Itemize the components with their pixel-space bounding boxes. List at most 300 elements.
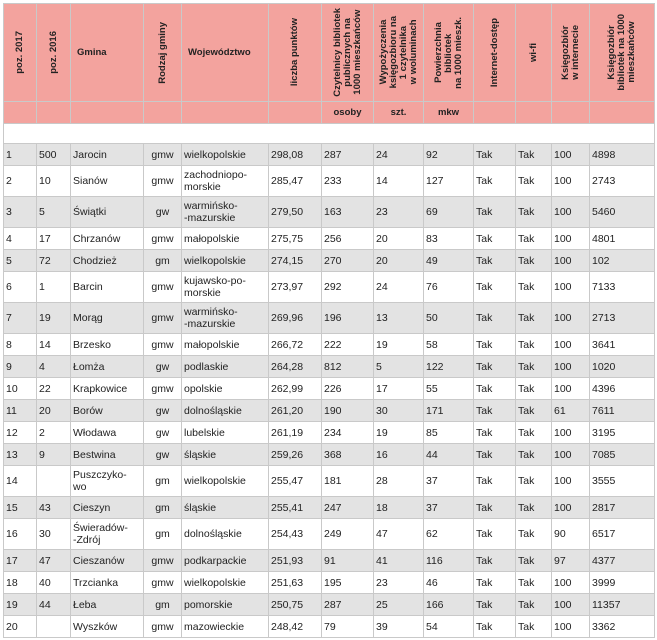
cell-rodzaj-gminy: gmw [144,616,182,638]
cell-poz-2017: 14 [4,466,37,497]
cell-poz-2016: 5 [37,197,71,228]
cell-wifi: Tak [516,422,552,444]
cell-wifi: Tak [516,497,552,519]
cell-internet: Tak [474,616,516,638]
cell-wifi: Tak [516,334,552,356]
cell-wojewodztwo: dolnośląskie [182,519,269,550]
cell-czytelnicy: 247 [322,497,374,519]
cell-ksiegozbior-internet: 100 [552,303,590,334]
table-row [4,400,655,422]
cell-poz-2016: 30 [37,519,71,550]
cell-ksiegozbior: 7085 [590,444,655,466]
cell-powierzchnia: 166 [424,594,474,616]
cell-ksiegozbior-internet: 100 [552,250,590,272]
header-czytelnicy: Czytelnicy bibliotek publicznych na 1000 mieszkańców [322,4,374,102]
cell-internet: Tak [474,400,516,422]
cell-gmina: Łomża [71,356,144,378]
cell-czytelnicy: 181 [322,466,374,497]
cell-poz-2017: 10 [4,378,37,400]
cell-gmina: Bestwina [71,444,144,466]
cell-rodzaj-gminy: gmw [144,378,182,400]
cell-ksiegozbior-internet: 100 [552,378,590,400]
ranking-table [3,3,655,638]
cell-rodzaj-gminy: gmw [144,272,182,303]
table-row [4,272,655,303]
cell-rodzaj-gminy: gw [144,356,182,378]
cell-powierzchnia: 116 [424,550,474,572]
cell-powierzchnia: 50 [424,303,474,334]
cell-wojewodztwo: małopolskie [182,228,269,250]
cell-ksiegozbior-internet: 100 [552,197,590,228]
cell-poz-2017: 20 [4,616,37,638]
table-row [4,572,655,594]
cell-poz-2016: 14 [37,334,71,356]
cell-rodzaj-gminy: gm [144,250,182,272]
cell-wypozyczenia: 23 [374,572,424,594]
cell-powierzchnia: 171 [424,400,474,422]
cell-ksiegozbior-internet: 100 [552,616,590,638]
unit-empty [474,102,516,124]
cell-wojewodztwo: śląskie [182,497,269,519]
cell-powierzchnia: 44 [424,444,474,466]
cell-wifi: Tak [516,250,552,272]
cell-wojewodztwo: warmińsko- -mazurskie [182,303,269,334]
cell-czytelnicy: 163 [322,197,374,228]
cell-gmina: Borów [71,400,144,422]
cell-liczba-punktow: 248,42 [269,616,322,638]
header-wojewodztwo: Województwo [182,4,269,102]
cell-ksiegozbior-internet: 100 [552,166,590,197]
cell-gmina: Barcin [71,272,144,303]
unit-czytelnicy: osoby [322,102,374,124]
cell-ksiegozbior: 2713 [590,303,655,334]
cell-wypozyczenia: 20 [374,228,424,250]
cell-wojewodztwo: mazowieckie [182,616,269,638]
cell-liczba-punktow: 255,47 [269,466,322,497]
cell-powierzchnia: 62 [424,519,474,550]
cell-wifi: Tak [516,356,552,378]
cell-ksiegozbior: 7611 [590,400,655,422]
cell-internet: Tak [474,197,516,228]
cell-wypozyczenia: 24 [374,144,424,166]
cell-wojewodztwo: opolskie [182,378,269,400]
table-row [4,497,655,519]
cell-wojewodztwo: wielkopolskie [182,144,269,166]
cell-ksiegozbior: 3195 [590,422,655,444]
cell-rodzaj-gminy: gm [144,594,182,616]
cell-ksiegozbior: 102 [590,250,655,272]
cell-ksiegozbior: 3362 [590,616,655,638]
cell-rodzaj-gminy: gw [144,444,182,466]
cell-poz-2017: 7 [4,303,37,334]
cell-liczba-punktow: 255,41 [269,497,322,519]
cell-poz-2017: 5 [4,250,37,272]
cell-internet: Tak [474,497,516,519]
cell-gmina: Trzcianka [71,572,144,594]
cell-czytelnicy: 256 [322,228,374,250]
cell-wifi: Tak [516,272,552,303]
cell-powierzchnia: 92 [424,144,474,166]
cell-poz-2016: 20 [37,400,71,422]
cell-gmina: Świątki [71,197,144,228]
header-rodzaj-gminy: Rodzaj gminy [144,4,182,102]
cell-gmina: Chrzanów [71,228,144,250]
cell-internet: Tak [474,228,516,250]
cell-powierzchnia: 122 [424,356,474,378]
cell-wypozyczenia: 47 [374,519,424,550]
unit-empty [71,102,144,124]
cell-gmina: Łeba [71,594,144,616]
cell-poz-2017: 1 [4,144,37,166]
cell-liczba-punktow: 298,08 [269,144,322,166]
cell-wojewodztwo: warmińsko- -mazurskie [182,197,269,228]
cell-liczba-punktow: 251,93 [269,550,322,572]
cell-poz-2016: 43 [37,497,71,519]
cell-wypozyczenia: 13 [374,303,424,334]
cell-ksiegozbior-internet: 100 [552,466,590,497]
cell-ksiegozbior: 2743 [590,166,655,197]
cell-gmina: Morąg [71,303,144,334]
table-row [4,378,655,400]
cell-wypozyczenia: 25 [374,594,424,616]
cell-czytelnicy: 270 [322,250,374,272]
header-powierzchnia: Powierzchnia bibliotek na 1000 mieszk. [424,4,474,102]
cell-gmina: Cieszanów [71,550,144,572]
cell-wypozyczenia: 5 [374,356,424,378]
cell-liczba-punktow: 273,97 [269,272,322,303]
cell-czytelnicy: 812 [322,356,374,378]
cell-poz-2016: 17 [37,228,71,250]
cell-ksiegozbior-internet: 100 [552,356,590,378]
cell-poz-2016: 72 [37,250,71,272]
cell-wypozyczenia: 18 [374,497,424,519]
cell-internet: Tak [474,144,516,166]
cell-internet: Tak [474,378,516,400]
cell-internet: Tak [474,272,516,303]
cell-powierzchnia: 46 [424,572,474,594]
cell-poz-2017: 13 [4,444,37,466]
cell-wifi: Tak [516,166,552,197]
cell-ksiegozbior-internet: 100 [552,228,590,250]
cell-poz-2016: 4 [37,356,71,378]
cell-internet: Tak [474,422,516,444]
cell-poz-2017: 6 [4,272,37,303]
cell-wifi: Tak [516,466,552,497]
cell-poz-2017: 18 [4,572,37,594]
cell-liczba-punktow: 264,28 [269,356,322,378]
cell-gmina: Brzesko [71,334,144,356]
cell-liczba-punktow: 254,43 [269,519,322,550]
cell-czytelnicy: 226 [322,378,374,400]
cell-poz-2016 [37,466,71,497]
cell-wifi: Tak [516,400,552,422]
cell-poz-2017: 19 [4,594,37,616]
cell-ksiegozbior-internet: 97 [552,550,590,572]
cell-internet: Tak [474,594,516,616]
cell-liczba-punktow: 274,15 [269,250,322,272]
header-wypozyczenia: Wypożyczenia księgozbioru na 1 czytelnika w woluminach [374,4,424,102]
cell-poz-2017: 3 [4,197,37,228]
cell-ksiegozbior: 3999 [590,572,655,594]
cell-poz-2016 [37,616,71,638]
table-row [4,144,655,166]
unit-powierzchnia: mkw [424,102,474,124]
cell-ksiegozbior: 3555 [590,466,655,497]
cell-rodzaj-gminy: gw [144,400,182,422]
cell-ksiegozbior: 1020 [590,356,655,378]
cell-rodzaj-gminy: gw [144,422,182,444]
cell-rodzaj-gminy: gmw [144,144,182,166]
cell-powierzchnia: 54 [424,616,474,638]
cell-powierzchnia: 83 [424,228,474,250]
cell-internet: Tak [474,166,516,197]
cell-liczba-punktow: 279,50 [269,197,322,228]
cell-ksiegozbior-internet: 100 [552,334,590,356]
cell-wypozyczenia: 24 [374,272,424,303]
cell-liczba-punktow: 285,47 [269,166,322,197]
cell-wojewodztwo: wielkopolskie [182,250,269,272]
cell-poz-2016: 10 [37,166,71,197]
cell-wifi: Tak [516,228,552,250]
cell-poz-2016: 9 [37,444,71,466]
table-row [4,356,655,378]
cell-poz-2016: 22 [37,378,71,400]
cell-czytelnicy: 292 [322,272,374,303]
cell-internet: Tak [474,444,516,466]
unit-empty [182,102,269,124]
cell-ksiegozbior-internet: 61 [552,400,590,422]
cell-wifi: Tak [516,572,552,594]
cell-poz-2016: 500 [37,144,71,166]
cell-gmina: Jarocin [71,144,144,166]
cell-ksiegozbior-internet: 100 [552,144,590,166]
cell-wypozyczenia: 23 [374,197,424,228]
table-row [4,422,655,444]
cell-ksiegozbior: 2817 [590,497,655,519]
cell-poz-2016: 2 [37,422,71,444]
cell-poz-2017: 4 [4,228,37,250]
cell-ksiegozbior-internet: 100 [552,444,590,466]
cell-wojewodztwo: pomorskie [182,594,269,616]
cell-internet: Tak [474,550,516,572]
unit-empty [4,102,37,124]
header-wifi: wi-fi [516,4,552,102]
cell-gmina: Włodawa [71,422,144,444]
cell-czytelnicy: 222 [322,334,374,356]
cell-wypozyczenia: 41 [374,550,424,572]
table-row [4,550,655,572]
cell-powierzchnia: 58 [424,334,474,356]
cell-powierzchnia: 49 [424,250,474,272]
unit-empty [552,102,590,124]
cell-poz-2017: 11 [4,400,37,422]
cell-wojewodztwo: podkarpackie [182,550,269,572]
cell-powierzchnia: 85 [424,422,474,444]
unit-empty [37,102,71,124]
cell-ksiegozbior-internet: 100 [552,272,590,303]
unit-empty [269,102,322,124]
ranking-table-container [3,3,654,638]
cell-gmina: Cieszyn [71,497,144,519]
cell-powierzchnia: 55 [424,378,474,400]
cell-czytelnicy: 190 [322,400,374,422]
cell-wojewodztwo: kujawsko-po- morskie [182,272,269,303]
cell-ksiegozbior-internet: 100 [552,497,590,519]
cell-internet: Tak [474,303,516,334]
cell-ksiegozbior: 3641 [590,334,655,356]
cell-wojewodztwo: śląskie [182,444,269,466]
cell-rodzaj-gminy: gmw [144,550,182,572]
cell-czytelnicy: 287 [322,594,374,616]
header-liczba-punktow: liczba punktów [269,4,322,102]
cell-liczba-punktow: 262,99 [269,378,322,400]
cell-ksiegozbior: 4801 [590,228,655,250]
table-header [4,4,655,124]
cell-poz-2017: 12 [4,422,37,444]
cell-rodzaj-gminy: gmw [144,334,182,356]
cell-czytelnicy: 233 [322,166,374,197]
cell-ksiegozbior-internet: 100 [552,594,590,616]
cell-ksiegozbior: 7133 [590,272,655,303]
cell-liczba-punktow: 250,75 [269,594,322,616]
cell-liczba-punktow: 261,19 [269,422,322,444]
cell-internet: Tak [474,334,516,356]
cell-wypozyczenia: 19 [374,422,424,444]
unit-empty [516,102,552,124]
cell-internet: Tak [474,519,516,550]
cell-wifi: Tak [516,550,552,572]
cell-poz-2016: 44 [37,594,71,616]
cell-liczba-punktow: 266,72 [269,334,322,356]
cell-wifi: Tak [516,303,552,334]
header-internet: Internet-dostęp [474,4,516,102]
table-row [4,444,655,466]
table-row [4,616,655,638]
cell-gmina: Wyszków [71,616,144,638]
cell-czytelnicy: 195 [322,572,374,594]
cell-powierzchnia: 37 [424,466,474,497]
cell-gmina: Puszczyko- wo [71,466,144,497]
cell-rodzaj-gminy: gm [144,519,182,550]
cell-poz-2017: 8 [4,334,37,356]
cell-gmina: Świeradów- -Zdrój [71,519,144,550]
cell-liczba-punktow: 259,26 [269,444,322,466]
cell-wypozyczenia: 16 [374,444,424,466]
cell-poz-2016: 1 [37,272,71,303]
cell-czytelnicy: 79 [322,616,374,638]
header-ksiegozbior: Księgozbiór bibliotek na 1000 mieszkańców [590,4,655,102]
cell-wypozyczenia: 19 [374,334,424,356]
unit-empty [144,102,182,124]
cell-wifi: Tak [516,519,552,550]
cell-gmina: Chodzież [71,250,144,272]
cell-ksiegozbior: 4377 [590,550,655,572]
cell-rodzaj-gminy: gm [144,466,182,497]
cell-poz-2017: 16 [4,519,37,550]
header-spacer [4,124,655,144]
cell-rodzaj-gminy: gmw [144,303,182,334]
header-ksiegozbior-internet: Księgozbiór w internecie [552,4,590,102]
header-poz-2016: poz. 2016 [37,4,71,102]
unit-empty [590,102,655,124]
cell-rodzaj-gminy: gmw [144,228,182,250]
cell-gmina: Krapkowice [71,378,144,400]
cell-wojewodztwo: dolnośląskie [182,400,269,422]
header-gmina: Gmina [71,4,144,102]
cell-wypozyczenia: 39 [374,616,424,638]
cell-poz-2016: 19 [37,303,71,334]
cell-wifi: Tak [516,197,552,228]
cell-poz-2017: 2 [4,166,37,197]
cell-czytelnicy: 91 [322,550,374,572]
cell-internet: Tak [474,572,516,594]
cell-powierzchnia: 76 [424,272,474,303]
cell-wifi: Tak [516,616,552,638]
cell-ksiegozbior-internet: 100 [552,572,590,594]
cell-ksiegozbior-internet: 100 [552,422,590,444]
cell-czytelnicy: 234 [322,422,374,444]
cell-internet: Tak [474,250,516,272]
cell-wypozyczenia: 17 [374,378,424,400]
cell-powierzchnia: 69 [424,197,474,228]
cell-ksiegozbior: 11357 [590,594,655,616]
cell-wypozyczenia: 14 [374,166,424,197]
cell-liczba-punktow: 261,20 [269,400,322,422]
cell-wifi: Tak [516,594,552,616]
cell-wypozyczenia: 28 [374,466,424,497]
cell-poz-2017: 9 [4,356,37,378]
cell-wifi: Tak [516,378,552,400]
unit-wypozyczenia: szt. [374,102,424,124]
cell-ksiegozbior: 6517 [590,519,655,550]
table-row [4,228,655,250]
cell-internet: Tak [474,356,516,378]
table-row [4,303,655,334]
table-row [4,466,655,497]
cell-rodzaj-gminy: gmw [144,166,182,197]
cell-wojewodztwo: podlaskie [182,356,269,378]
cell-poz-2016: 40 [37,572,71,594]
table-row [4,250,655,272]
cell-ksiegozbior: 4898 [590,144,655,166]
cell-wojewodztwo: lubelskie [182,422,269,444]
cell-rodzaj-gminy: gmw [144,572,182,594]
cell-czytelnicy: 287 [322,144,374,166]
cell-czytelnicy: 249 [322,519,374,550]
table-row [4,519,655,550]
cell-ksiegozbior-internet: 90 [552,519,590,550]
cell-wifi: Tak [516,444,552,466]
header-poz-2017: poz. 2017 [4,4,37,102]
cell-liczba-punktow: 275,75 [269,228,322,250]
cell-poz-2017: 17 [4,550,37,572]
cell-wojewodztwo: małopolskie [182,334,269,356]
cell-powierzchnia: 127 [424,166,474,197]
cell-wypozyczenia: 20 [374,250,424,272]
table-row [4,197,655,228]
cell-ksiegozbior: 4396 [590,378,655,400]
cell-ksiegozbior: 5460 [590,197,655,228]
table-row [4,594,655,616]
cell-wojewodztwo: zachodniopo- morskie [182,166,269,197]
cell-czytelnicy: 196 [322,303,374,334]
cell-rodzaj-gminy: gm [144,497,182,519]
cell-internet: Tak [474,466,516,497]
cell-poz-2017: 15 [4,497,37,519]
table-row [4,166,655,197]
cell-poz-2016: 47 [37,550,71,572]
cell-wifi: Tak [516,144,552,166]
